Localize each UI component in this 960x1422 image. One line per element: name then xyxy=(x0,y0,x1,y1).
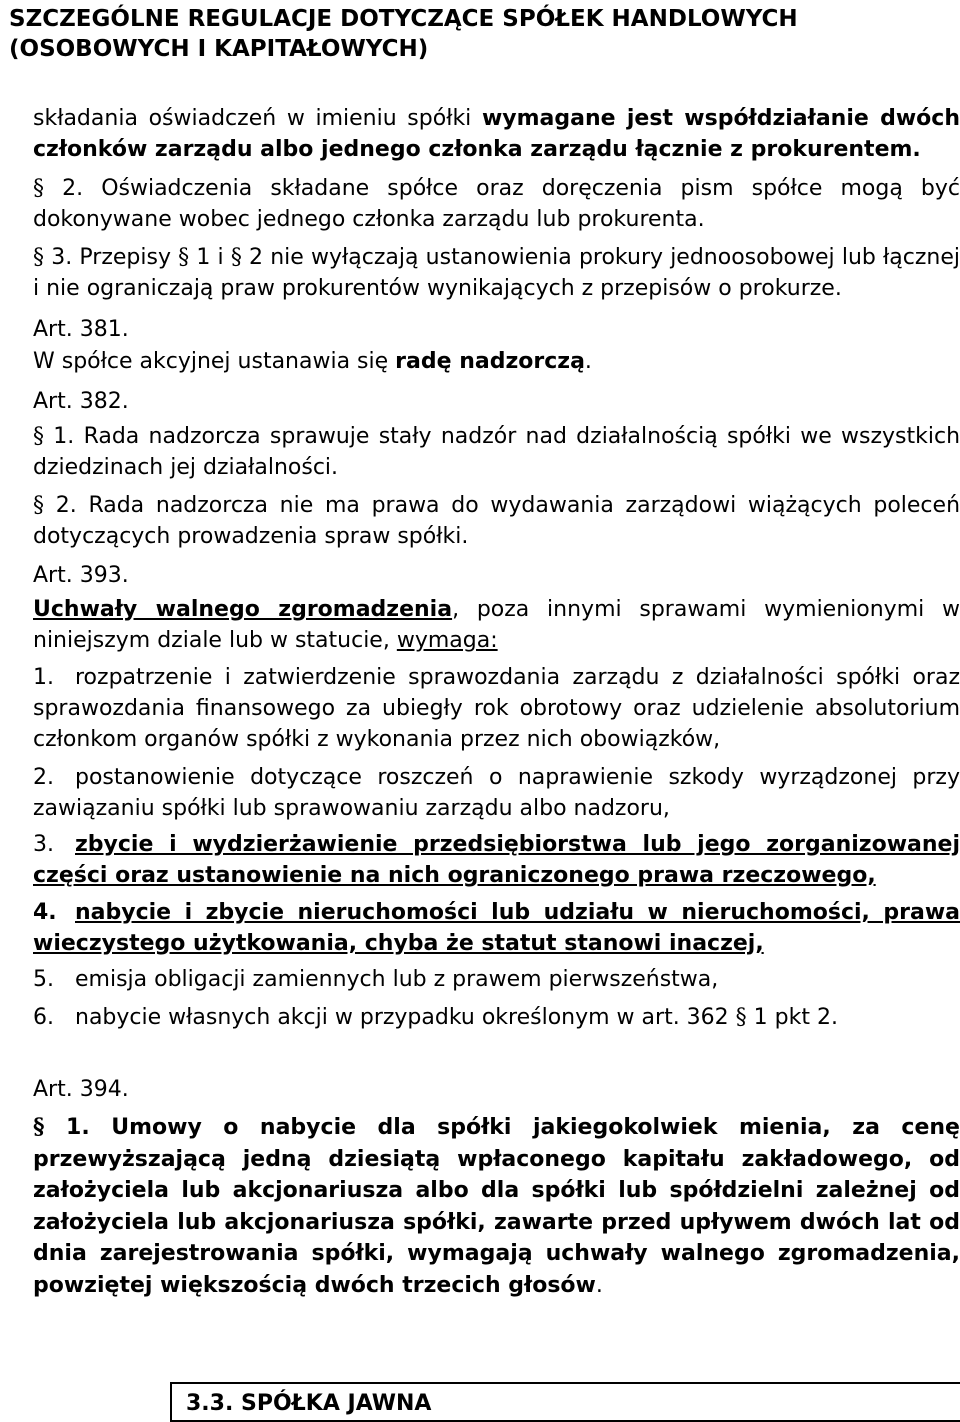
text-bold-underlined: Uchwały walnego zgromadzenia xyxy=(33,597,453,622)
text-plain: składania oświadczeń w imieniu spółki xyxy=(33,106,482,131)
text-plain: , poza innymi sprawami wymienionymi w niniejszym dziale lub w statucie, xyxy=(33,597,960,653)
section-number: 3. xyxy=(51,245,73,270)
list-item-text: postanowienie dotyczące roszczeń o naprawienie szkody wyrządzonej przy zawiązaniu spółki lub sprawowaniu zarządu albo nadzoru, xyxy=(33,765,960,821)
section-sign: § xyxy=(33,493,44,518)
section-sign: § xyxy=(33,176,44,201)
article-382-heading: Art. 382. xyxy=(33,389,129,414)
section-number: 2. xyxy=(55,493,77,518)
section-sign: § xyxy=(33,1114,45,1140)
list-item-text: nabycie i zbycie nieruchomości lub udziału w nieruchomości, prawa wieczystego użytkowania, chyba że statut stanowi inaczej, xyxy=(33,900,960,956)
section-sign: § xyxy=(735,1005,747,1030)
paragraph-section-3 xyxy=(33,242,960,304)
article-393-heading: Art. 393. xyxy=(33,563,129,588)
article-381-text xyxy=(33,346,960,377)
list-item-number: 4. xyxy=(33,900,57,925)
list-item-text: zbycie i wydzierżawienie przedsiębiorstwa lub jego zorganizowanej części oraz ustanowienie na nich ograniczonego prawa rzeczowego, xyxy=(33,832,960,888)
page-title: SZCZEGÓLNE REGULACJE DOTYCZĄCE SPÓŁEK HANDLOWYCH (OSOBOWYCH I KAPITAŁOWYCH) xyxy=(9,6,798,62)
section-number: 2. xyxy=(62,176,84,201)
section-text-b: 1 i xyxy=(189,245,231,270)
section-sign: § xyxy=(230,245,242,270)
section-sign: § xyxy=(33,245,44,270)
list-item-number: 2. xyxy=(33,765,54,790)
section-text: Oświadczenia składane spółce oraz doręczenia pism spółce mogą być dokonywane wobec jednego członka zarządu lub prokurenta. xyxy=(33,176,960,232)
text-plain: W spółce akcyjnej ustanawia się xyxy=(33,349,396,374)
text-underlined: wymaga: xyxy=(396,628,498,653)
list-item-number: 5. xyxy=(33,967,54,992)
list-item-number: 3. xyxy=(33,832,54,857)
article-393-lead xyxy=(33,594,960,656)
section-number: 1. xyxy=(53,424,75,449)
section-sign: § xyxy=(33,424,44,449)
section-number: 1. xyxy=(66,1115,90,1140)
section-sign: § xyxy=(178,245,190,270)
text-bold: radę nadzorczą xyxy=(395,349,585,374)
list-item-text: rozpatrzenie i zatwierdzenie sprawozdania zarządu z działalności spółki oraz sprawozdania finansowego za ubiegły rok obrotowy oraz udzielenie absolutorium członkom organów spółki z wykonania przez nich obowiązków, xyxy=(33,665,960,752)
list-item-text-end: 1 pkt 2. xyxy=(746,1005,838,1030)
text-end: . xyxy=(595,1272,603,1298)
list-item xyxy=(33,897,960,959)
text-end: . xyxy=(584,349,592,374)
article-382-section-2 xyxy=(33,490,960,552)
article-382-section-1 xyxy=(33,421,960,483)
list-item-text: nabycie własnych akcji w przypadku określonym w art. 362 xyxy=(75,1005,736,1030)
text-bold: wymagane jest współdziałanie dwóch członków zarządu albo jednego członka zarządu łącznie z prokurentem. xyxy=(33,106,960,162)
list-item-number: 1. xyxy=(33,665,54,690)
section-heading-label: 3.3. SPÓŁKA JAWNA xyxy=(186,1391,432,1416)
article-394-heading: Art. 394. xyxy=(33,1077,129,1102)
section-text: Rada nadzorcza sprawuje stały nadzór nad działalnością spółki we wszystkich dziedzinach jej działalności. xyxy=(33,424,960,480)
article-381-heading: Art. 381. xyxy=(33,317,129,342)
section-text-a: Przepisy xyxy=(79,245,179,270)
section-heading-box xyxy=(170,1382,960,1422)
paragraph-representation xyxy=(33,103,960,165)
list-item-number: 6. xyxy=(33,1005,54,1030)
list-item xyxy=(33,829,960,891)
list-item xyxy=(33,762,960,824)
paragraph-section-2 xyxy=(33,173,960,235)
article-394-section-1 xyxy=(33,1112,960,1301)
section-text: Rada nadzorcza nie ma prawa do wydawania zarządowi wiążących poleceń dotyczących prowadzenia spraw spółki. xyxy=(33,493,960,549)
section-text: Umowy o nabycie dla spółki jakiegokolwiek mienia, za cenę przewyższającą jedną dziesiątą wpłaconego kapitału zakładowego, od założyciela lub akcjonariusza albo dla spółki lub spółdzielni zależnej od założyciela lub akcjonariusza spółki, zawarte przed upływem dwóch lat od dnia zarejestrowania spółki, wymagają uchwały walnego zgromadzenia, powziętej większością dwóch trzecich głosów xyxy=(33,1115,960,1298)
list-item xyxy=(33,662,960,755)
list-item-text: emisja obligacji zamiennych lub z prawem pierwszeństwa, xyxy=(75,967,719,992)
list-item xyxy=(33,964,960,995)
section-text-c: 2 nie wyłączają ustanowienia prokury jednoosobowej lub łącznej i nie ograniczają praw prokurentów wynikających z przepisów o prokurze. xyxy=(33,245,960,301)
list-item xyxy=(33,1002,960,1033)
